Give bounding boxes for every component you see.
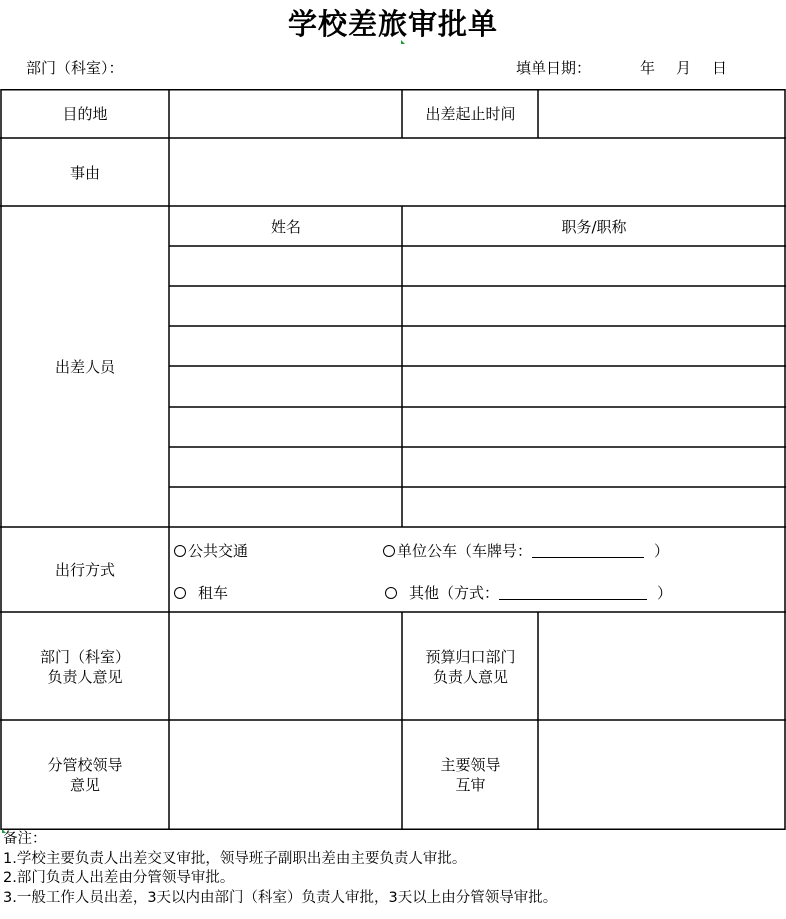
other-close: ） — [657, 584, 673, 602]
note-item: 1.学校主要负责人出差交叉审批，领导班子副职出差由主要负责人审批。 — [3, 850, 467, 867]
public-transport-option[interactable] — [174, 540, 248, 561]
dept-opinion-label — [1, 613, 169, 720]
vp-opinion-label — [1, 721, 169, 829]
trip-period-field[interactable] — [539, 90, 785, 138]
unit-car-option[interactable] — [383, 540, 669, 561]
main-leader-line1: 主要领导 — [440, 756, 501, 774]
notes-section — [3, 830, 557, 908]
reason-field[interactable] — [170, 139, 785, 206]
transport-label: 出行方式 — [54, 561, 115, 579]
form-title: 学校差旅审批单 — [287, 7, 498, 41]
dept-opinion-line2: 负责人意见 — [47, 667, 123, 686]
other-method-blank[interactable] — [499, 585, 647, 600]
other-transport-option[interactable] — [385, 582, 672, 603]
notes-heading: 备注： — [3, 831, 47, 847]
radio-circle-icon — [385, 587, 397, 599]
radio-circle-icon — [174, 545, 186, 557]
main-leader-field[interactable] — [539, 721, 785, 829]
rental-car-label: 租车 — [198, 584, 229, 602]
trip-period-label: 出差起止时间 — [425, 105, 516, 123]
public-transport-label: 公共交通 — [188, 542, 249, 560]
budget-opinion-line2: 负责人意见 — [432, 667, 508, 686]
vp-opinion-line2: 意见 — [69, 776, 100, 794]
other-transport-label: 其他（方式： — [409, 584, 500, 602]
unit-car-close: ） — [654, 542, 670, 560]
department-label: 部门（科室）： — [26, 59, 124, 77]
destination-label: 目的地 — [62, 105, 108, 123]
budget-opinion-line1: 预算归口部门 — [425, 647, 516, 666]
budget-opinion-field[interactable] — [539, 613, 785, 720]
destination-field[interactable] — [170, 90, 402, 138]
year-label: 年 — [640, 59, 656, 77]
radio-circle-icon — [174, 587, 186, 599]
note-item: 2.部门负责人出差由分管领导审批。 — [3, 870, 235, 886]
fill-date-label: 填单日期： — [516, 59, 592, 77]
unit-car-label: 单位公车（车牌号： — [397, 542, 533, 560]
cell-marker-icon — [401, 40, 405, 44]
budget-opinion-label — [403, 613, 538, 720]
personnel-label: 出差人员 — [54, 358, 115, 376]
vp-opinion-field[interactable] — [170, 721, 402, 829]
rental-car-option[interactable] — [174, 582, 228, 603]
day-label: 日 — [712, 59, 728, 77]
dept-opinion-field[interactable] — [170, 613, 402, 720]
plate-number-blank[interactable] — [532, 543, 644, 558]
vp-opinion-line1: 分管校领导 — [47, 756, 123, 774]
note-item: 3.一般工作人员出差，3天以内由部门（科室）负责人审批，3天以上由分管领导审批。 — [3, 889, 558, 906]
name-column-header: 姓名 — [270, 217, 301, 236]
dept-opinion-line1: 部门（科室） — [39, 647, 130, 666]
month-label: 月 — [676, 59, 692, 77]
position-column-header: 职务/职称 — [561, 217, 627, 236]
main-leader-line2: 互审 — [455, 776, 486, 794]
radio-circle-icon — [383, 545, 395, 557]
main-leader-label — [403, 721, 538, 829]
reason-label: 事由 — [69, 163, 100, 182]
